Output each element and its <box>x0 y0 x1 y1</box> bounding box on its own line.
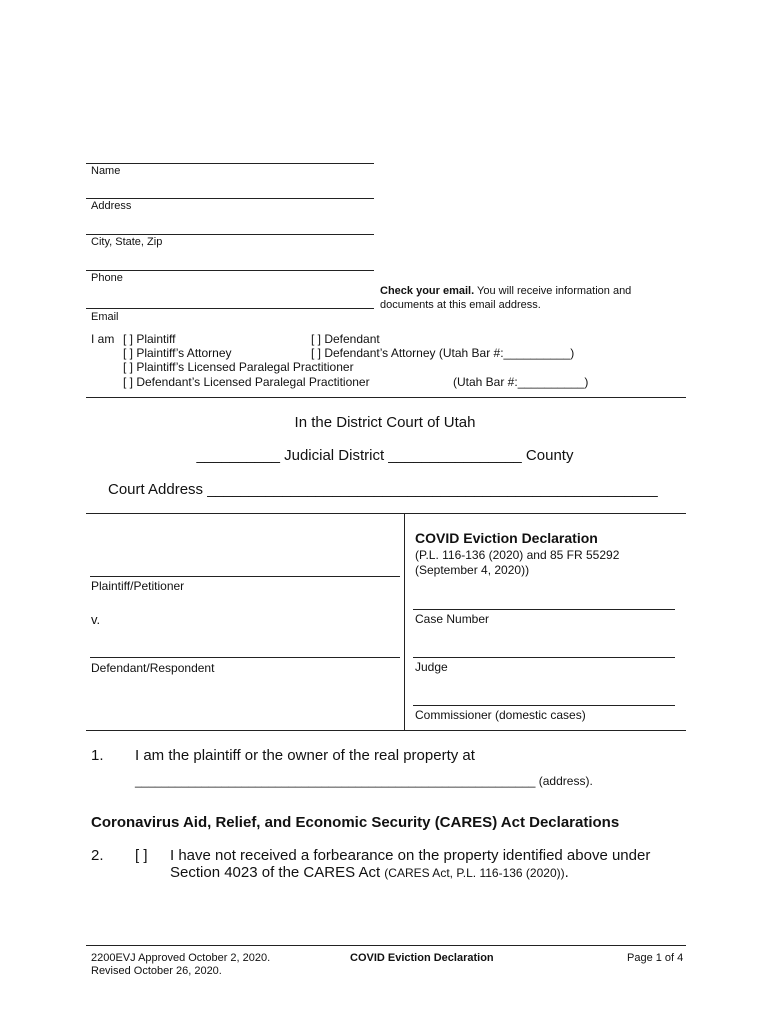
item2-text-line2a: Section 4023 of the CARES Act <box>170 864 385 881</box>
role-defendant-attorney[interactable]: [ ] Defendant’s Attorney (Utah Bar #:__________) <box>311 346 575 360</box>
plaintiff-label: Plaintiff/Petitioner <box>91 579 185 593</box>
header-divider <box>86 397 686 398</box>
footer-center-title: COVID Eviction Declaration <box>350 952 494 964</box>
caption-top-line <box>86 513 686 514</box>
caption-bottom-line <box>86 730 686 731</box>
role-defendant[interactable]: [ ] Defendant <box>311 332 380 346</box>
name-label: Name <box>91 165 121 177</box>
court-title: In the District Court of Utah <box>294 414 476 431</box>
item1-address-line[interactable]: ____________________________________________________________ (address). <box>135 774 593 788</box>
commissioner-line[interactable] <box>413 705 675 706</box>
email-note-rest1: You will receive information and <box>474 285 632 297</box>
email-note <box>380 284 631 312</box>
item2-citation: (CARES Act, P.L. 116-136 (2020)) <box>384 866 565 880</box>
item1-number: 1. <box>91 747 104 764</box>
email-note-rest2: documents at this email address. <box>380 299 541 311</box>
phone-line[interactable] <box>86 270 374 271</box>
item2-period: . <box>564 864 569 881</box>
footer-revised: Revised October 26, 2020. <box>91 965 222 977</box>
role-defendant-lpp[interactable]: [ ] Defendant’s Licensed Paralegal Practitioner <box>123 375 370 389</box>
email-note-bold: Check your email. <box>380 285 475 297</box>
role-lead: I am <box>91 332 115 346</box>
role-plaintiff-lpp[interactable]: [ ] Plaintiff’s Licensed Paralegal Practitioner <box>123 360 354 374</box>
citation-line1: (P.L. 116-136 (2020) and 85 FR 55292 <box>415 548 620 562</box>
citation-line2: (September 4, 2020)) <box>415 563 530 577</box>
judge-label: Judge <box>415 660 448 674</box>
footer-form-id: 2200EVJ Approved October 2, 2020. <box>91 952 271 964</box>
defendant-line[interactable] <box>90 657 400 658</box>
court-district-line[interactable]: __________ Judicial District ________________ County <box>196 447 574 464</box>
defendant-label: Defendant/Respondent <box>91 661 215 675</box>
doc-title: COVID Eviction Declaration <box>415 530 598 546</box>
footer-divider <box>86 945 686 946</box>
footer-page-number: Page 1 of 4 <box>627 952 684 964</box>
role-plaintiff-attorney[interactable]: [ ] Plaintiff’s Attorney <box>123 346 232 360</box>
email-label: Email <box>91 311 119 323</box>
commissioner-label: Commissioner (domestic cases) <box>415 708 586 722</box>
address-label: Address <box>91 200 132 212</box>
item2-checkbox[interactable]: [ ] <box>135 847 148 864</box>
city-line[interactable] <box>86 234 374 235</box>
item2-number: 2. <box>91 847 104 864</box>
court-address-line[interactable]: Court Address ______________________________________________________ <box>108 481 658 498</box>
name-line[interactable] <box>86 163 374 164</box>
versus-label: v. <box>91 612 101 627</box>
item2-text-line2 <box>170 864 569 882</box>
plaintiff-line[interactable] <box>90 576 400 577</box>
section-heading: Coronavirus Aid, Relief, and Economic Security (CARES) Act Declarations <box>91 814 620 831</box>
case-number-line[interactable] <box>413 609 675 610</box>
address-line[interactable] <box>86 198 374 199</box>
city-label: City, State, Zip <box>91 236 163 248</box>
role-defendant-lpp-bar[interactable]: (Utah Bar #:__________) <box>453 375 589 389</box>
email-line[interactable] <box>86 308 374 309</box>
case-number-label: Case Number <box>415 612 490 626</box>
item2-text-line1: I have not received a forbearance on the property identified above under <box>170 847 651 864</box>
caption-divider <box>404 513 405 730</box>
judge-line[interactable] <box>413 657 675 658</box>
item1-text: I am the plaintiff or the owner of the real property at <box>135 747 475 764</box>
role-plaintiff[interactable]: [ ] Plaintiff <box>123 332 176 346</box>
phone-label: Phone <box>91 272 123 284</box>
